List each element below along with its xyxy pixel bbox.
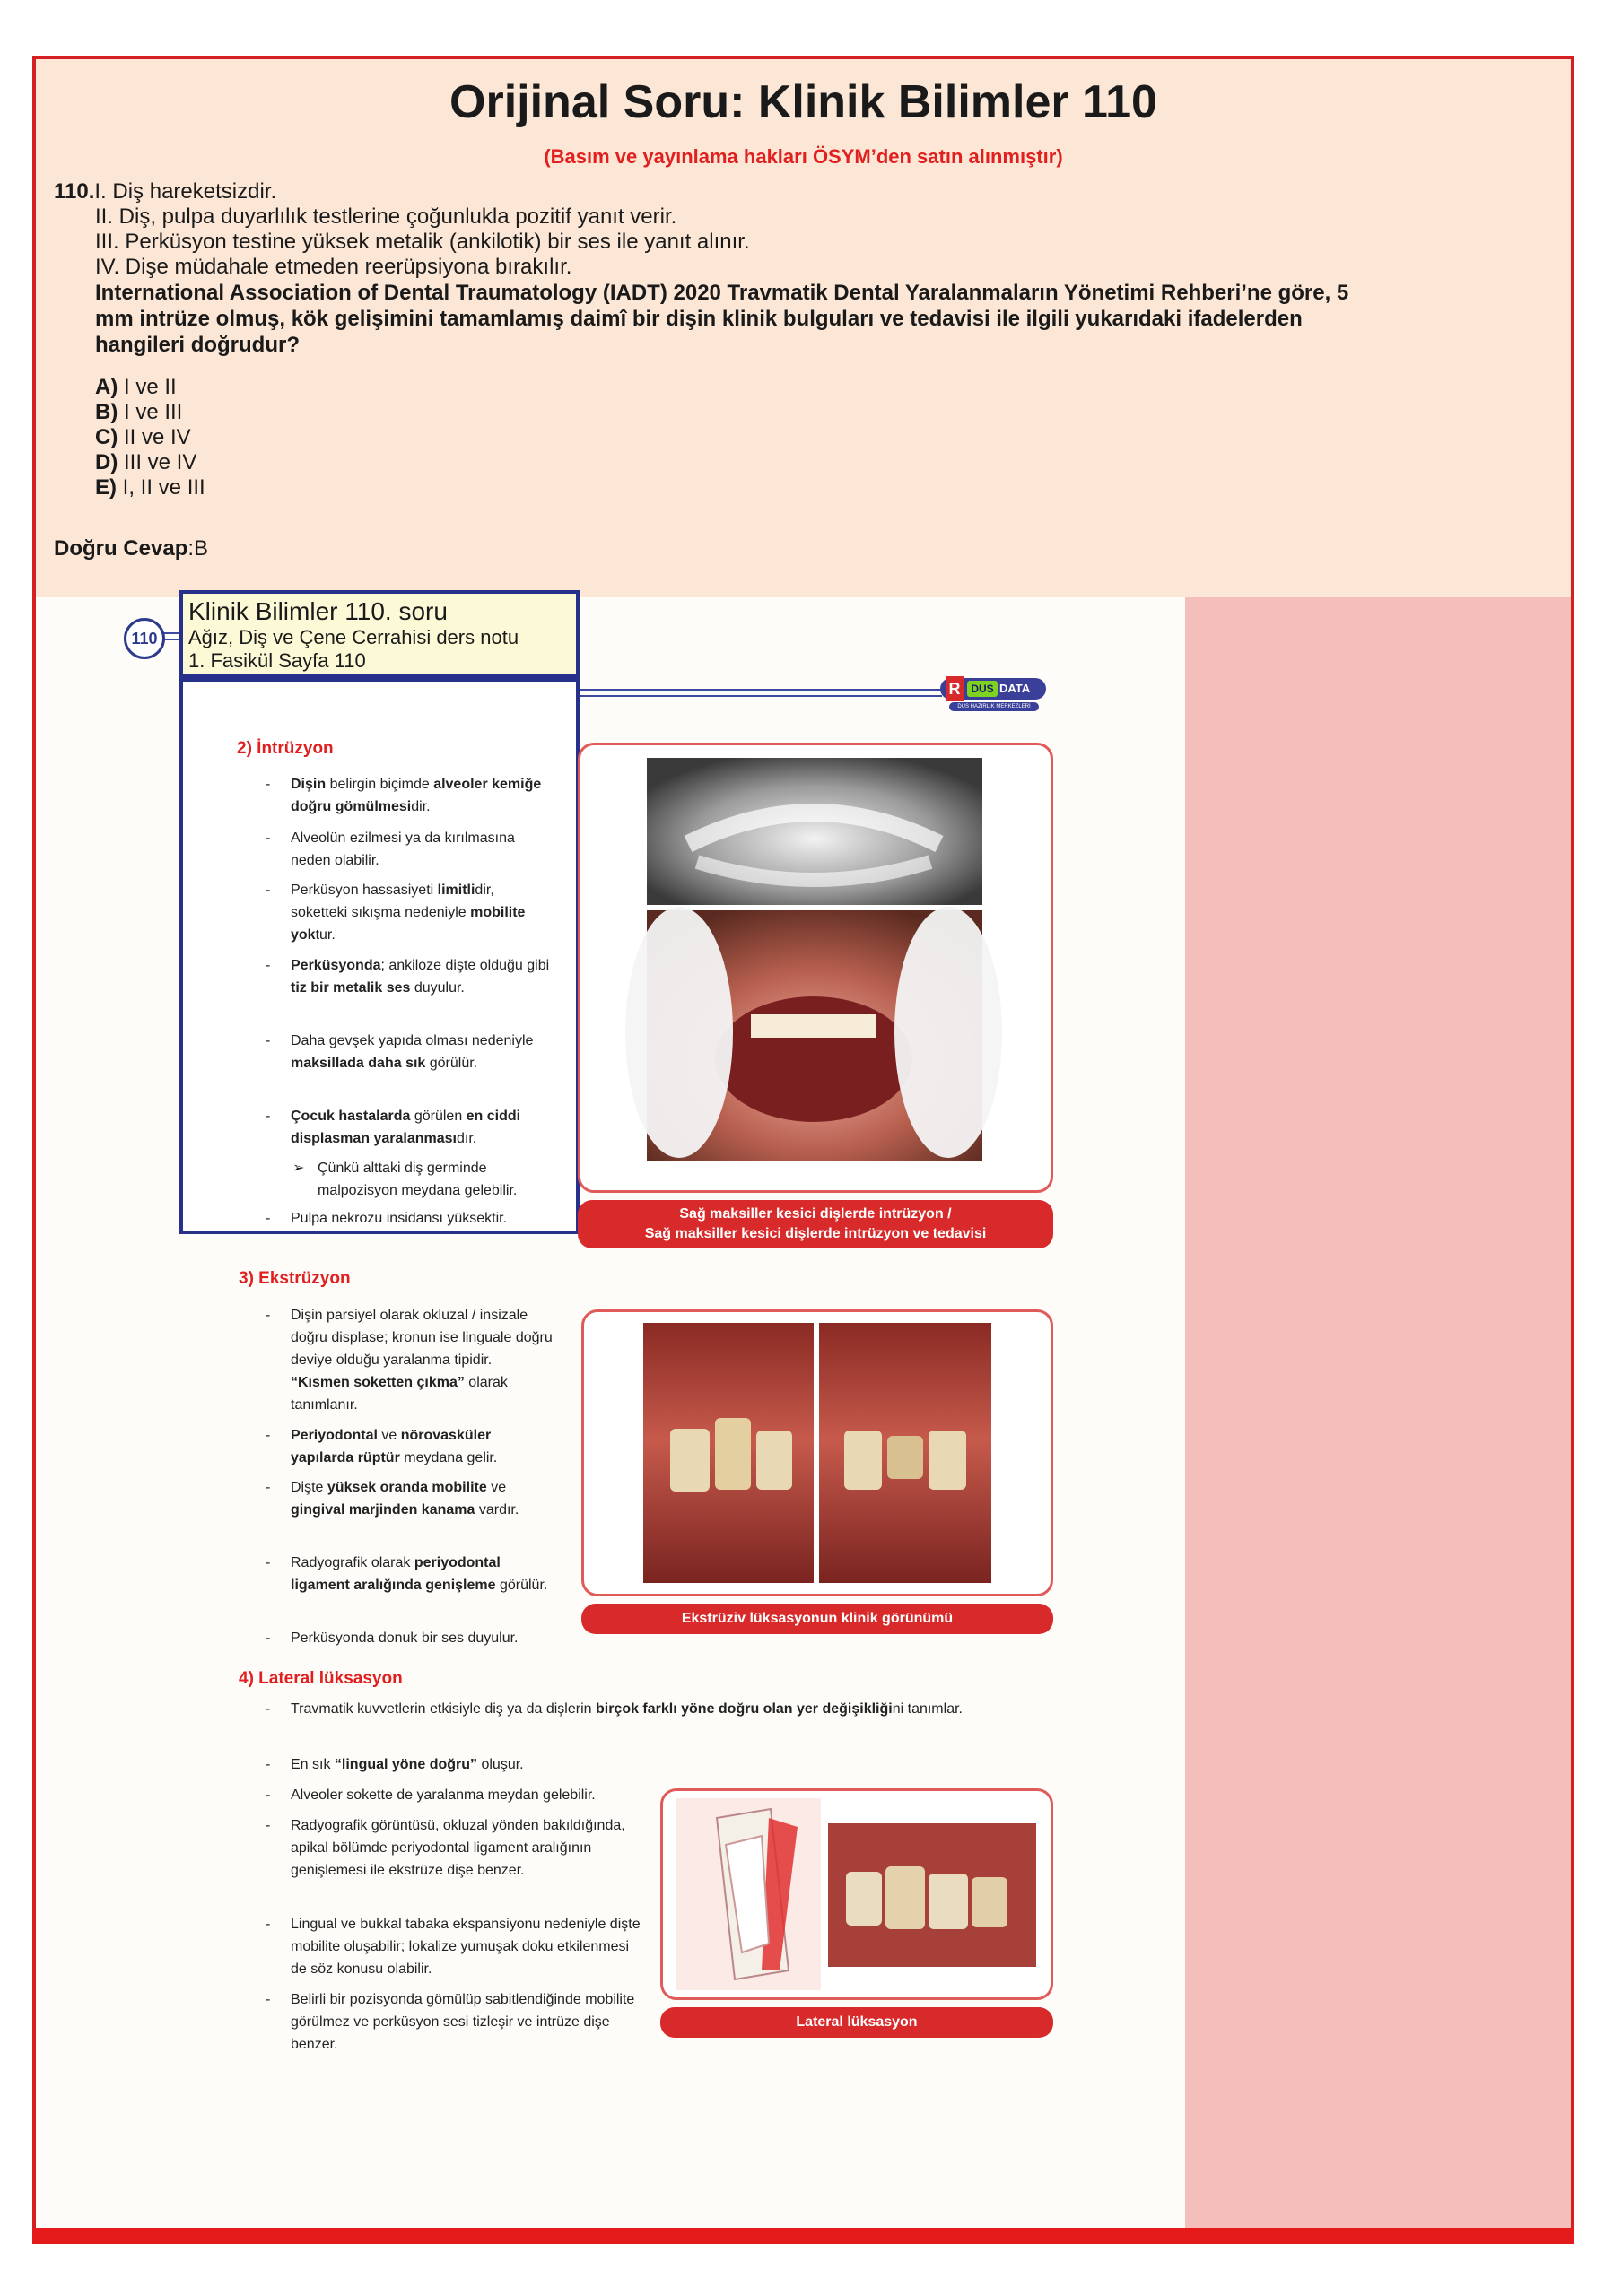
- rule-line: [580, 689, 942, 691]
- lateral-item: - Travmatik kuvvetlerin etkisiyle diş ya da dişlerin birçok farklı yöne doğru olan yer değişikliğini tanımlar.: [266, 1701, 963, 1717]
- lateral-caption: Lateral lüksasyon: [660, 2007, 1053, 2038]
- question-statement-2: II. Diş, pulpa duyarlılık testlerine çoğunlukla pozitif yanıt verir.: [95, 204, 677, 229]
- intrusion-item: - Perküsyonda; ankiloze dişte olduğu gibi tiz bir metalik ses duyulur.: [266, 958, 550, 996]
- source-line-2: Ağız, Diş ve Çene Cerrahisi ders notu: [188, 626, 519, 648]
- source-line-3: 1. Fasikül Sayfa 110: [188, 649, 366, 672]
- lateral-item: - Lingual ve bukkal tabaka ekspansiyonu nedeniyle dişte mobilite oluşabilir; lokalize yumuşak doku etkilenmesi de söz konusu olabilir.: [266, 1917, 641, 1977]
- intrusion-sub-item: ➢ Çünkü alttaki diş germinde malpozisyon meydana gelebilir.: [292, 1161, 518, 1198]
- page-number-badge: 110: [124, 618, 165, 659]
- intrusion-photo-frame: [578, 743, 1053, 1193]
- extrusion-item: - Dişte yüksek oranda mobilite ve gingival marjinden kanama vardır.: [266, 1480, 519, 1518]
- lateral-photos: [663, 1791, 1051, 1997]
- question-statement-4: IV. Dişe müdahale etmeden reerüpsiyona bırakılır.: [95, 255, 572, 279]
- question-stem-line-3: hangileri doğrudur?: [95, 333, 300, 357]
- extrusion-photo-frame: [581, 1309, 1053, 1596]
- rights-note: (Basım ve yayınlama hakları ÖSYM’den satın alınmıştır): [544, 145, 1063, 168]
- intrusion-caption: Sağ maksiller kesici dişlerde intrüzyon / Sağ maksiller kesici dişlerde intrüzyon ve tedavisi: [578, 1200, 1053, 1248]
- rule-line: [580, 695, 942, 697]
- intrusion-item: - Çocuk hastalarda görülen en ciddi displasman yaralanmasıdır.: [266, 1109, 521, 1146]
- extrusion-item: - Perküsyonda donuk bir ses duyulur.: [266, 1631, 519, 1646]
- option-d: D) III ve IV: [95, 450, 197, 474]
- right-margin-strip: [1185, 597, 1571, 2244]
- question-stem-line-2: mm intrüze olmuş, kök gelişimini tamamlamış daimî bir dişin klinik bulguları ve tedavisi ile ilgili yukarıdaki ifadelerden: [95, 307, 1303, 331]
- lateral-photo-frame: [660, 1788, 1053, 2000]
- dusdata-logo: R DUS DATA DUS HAZIRLIK MERKEZLERİ: [940, 673, 1046, 714]
- intrusion-item: - Perküsyon hassasiyeti limitlidir, soketteki sıkışma nedeniyle mobilite yoktur.: [266, 883, 526, 943]
- option-c: C) II ve IV: [95, 425, 191, 449]
- lateral-item: - Radyografik görüntüsü, okluzal yönden bakıldığında, apikal bölümde periyodontal ligament aralığının genişlemesi ile ekstrüze dişe benzer.: [266, 1818, 625, 1878]
- intrusion-last-item: - Pulpa nekrozu insidansı yüksektir.: [266, 1211, 508, 1226]
- option-e: E) I, II ve III: [95, 475, 205, 500]
- intrusion-item: - Daha gevşek yapıda olması nedeniyle maksillada daha sık görülür.: [266, 1033, 534, 1071]
- extrusion-photos: [584, 1312, 1051, 1594]
- question-statement-3: III. Perküsyon testine yüksek metalik (ankilotik) bir ses ile yanıt alınır.: [95, 230, 750, 254]
- option-a: A) I ve II: [95, 375, 177, 399]
- source-box: [179, 590, 580, 678]
- extrusion-item: - Periyodontal ve nörovasküler yapılarda rüptür meydana gelir.: [266, 1428, 498, 1465]
- bottom-bar: [32, 2228, 1574, 2244]
- intrusion-photos: [580, 745, 1051, 1190]
- intrusion-item: - Alveolün ezilmesi ya da kırılmasına neden olabilir.: [266, 831, 515, 868]
- extrusion-item: - Radyografik olarak periyodontal ligament aralığında genişleme görülür.: [266, 1555, 548, 1593]
- question-panel: [36, 59, 1571, 597]
- lateral-item: - Belirli bir pozisyonda gömülüp sabitlendiğinde mobilite görülmez ve perküsyon sesi tizleşir ve intrüze dişe benzer.: [266, 1992, 635, 2052]
- page-title: Orijinal Soru: Klinik Bilimler 110: [449, 76, 1157, 128]
- section-title-extrusion: 3) Ekstrüzyon: [239, 1269, 351, 1288]
- option-b: B) I ve III: [95, 400, 183, 424]
- lateral-item: - Alveoler sokette de yaralanma meydan gelebilir.: [266, 1787, 596, 1803]
- intrusion-item: - Dişin belirgin biçimde alveoler kemiğe doğru gömülmesidir.: [266, 777, 542, 814]
- question-stem-line-1: International Association of Dental Traumatology (IADT) 2020 Travmatik Dental Yaralanmaların Yönetimi Rehberi’ne göre, 5: [95, 281, 1349, 305]
- section-title-lateral: 4) Lateral lüksasyon: [239, 1669, 403, 1688]
- extrusion-caption: Ekstrüziv lüksasyonun klinik görünümü: [581, 1604, 1053, 1634]
- section-title-intrusion: 2) İntrüzyon: [237, 739, 334, 758]
- extrusion-item: - Dişin parsiyel olarak okluzal / insizale doğru displase; kronun ise linguale doğru deviye olduğu yaralanma tipidir. “Kısmen soketten çıkma” olarak tanımlanır.: [266, 1308, 553, 1413]
- correct-answer: Doğru Cevap:B: [54, 536, 209, 561]
- lateral-item: - En sık “lingual yöne doğru” oluşur.: [266, 1757, 524, 1772]
- question-number: 110.: [54, 179, 95, 204]
- source-line-1: Klinik Bilimler 110. soru: [188, 597, 448, 625]
- question-statement-1: 110.I. Diş hareketsizdir.: [54, 179, 277, 204]
